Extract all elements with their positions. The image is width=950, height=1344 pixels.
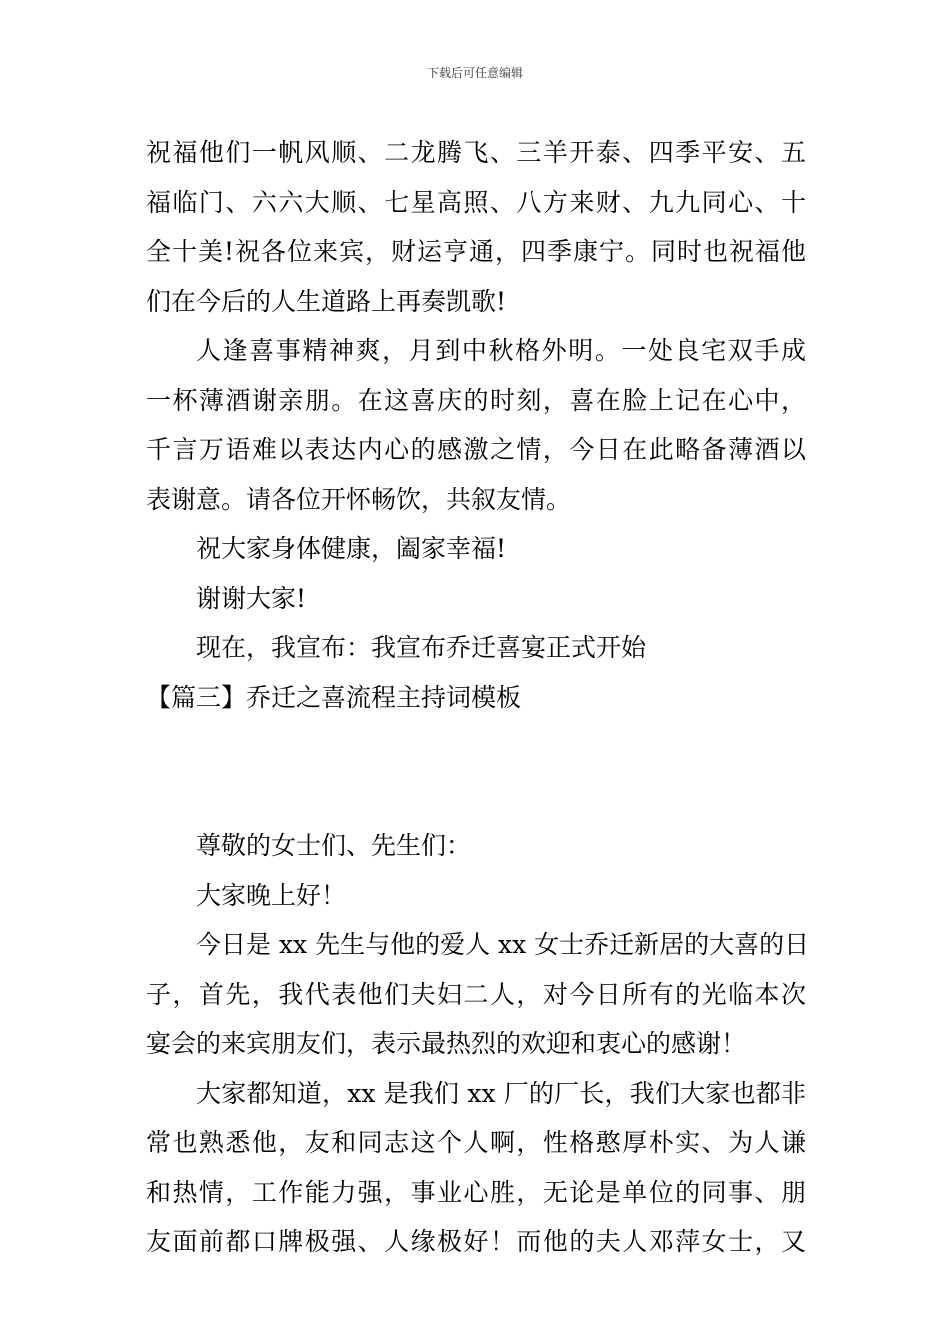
paragraph-welcome — [146, 920, 810, 1069]
text-line: 福临门、六六大顺、七星高照、八方来财、九九同心、十 — [146, 187, 806, 217]
paragraph-introduction — [146, 1069, 806, 1267]
paragraph-blessings — [146, 128, 806, 326]
paragraph-thanks — [146, 326, 806, 524]
text-line: 人逢喜事精神爽，月到中秋格外明。一处良宅双手成 — [196, 336, 806, 365]
paragraph-thank-you: 谢谢大家! — [196, 583, 307, 613]
text-line: 大家都知道，xx 是我们 xx 厂的厂长，我们大家也都非 — [196, 1078, 806, 1108]
paragraph-greeting: 大家晚上好！ — [196, 880, 347, 910]
blank-gap — [146, 722, 806, 821]
paragraph-announcement: 现在，我宣布：我宣布乔迁喜宴正式开始 — [196, 633, 647, 662]
text-line: 常也熟悉他，友和同志这个人啊，性格憨厚朴实、为人谦 — [146, 1128, 806, 1157]
page-header: 下载后可任意编辑 — [426, 66, 523, 80]
text-line: 一杯薄酒谢亲朋。在这喜庆的时刻，喜在脸上记在心中， — [146, 385, 806, 415]
text-line: 子，首先，我代表他们夫妇二人，对今日所有的光临本次 — [146, 979, 806, 1009]
paragraph-salutation: 尊敬的女士们、先生们： — [196, 831, 472, 860]
document-body — [146, 128, 810, 1267]
text-line: 和热情，工作能力强，事业心胜，无论是单位的同事、朋 — [146, 1177, 806, 1207]
text-line: 今日是 xx 先生与他的爱人 xx 女士乔迁新居的大喜的日 — [196, 930, 810, 959]
text-line: 宴会的来宾朋友们，表示最热烈的欢迎和衷心的感谢！ — [146, 1029, 747, 1058]
text-line: 祝福他们一帆风顺、二龙腾飞、三羊开泰、四季平安、五 — [146, 138, 806, 167]
text-line: 千言万语难以表达内心的感激之情，今日在此略备薄酒以 — [146, 435, 806, 464]
paragraph-wishes: 祝大家身体健康，阖家幸福! — [196, 534, 507, 563]
text-line: 全十美!祝各位来宾，财运亨通，四季康宁。同时也祝福他 — [146, 237, 806, 266]
section-heading: 【篇三】乔迁之喜流程主持词模板 — [146, 682, 522, 712]
text-line: 表谢意。请各位开怀畅饮，共叙友情。 — [146, 484, 572, 514]
text-line: 友面前都口牌极强、人缘极好！而他的夫人邓萍女士，又 — [146, 1227, 806, 1256]
text-line: 们在今后的人生道路上再奏凯歌! — [146, 286, 507, 316]
